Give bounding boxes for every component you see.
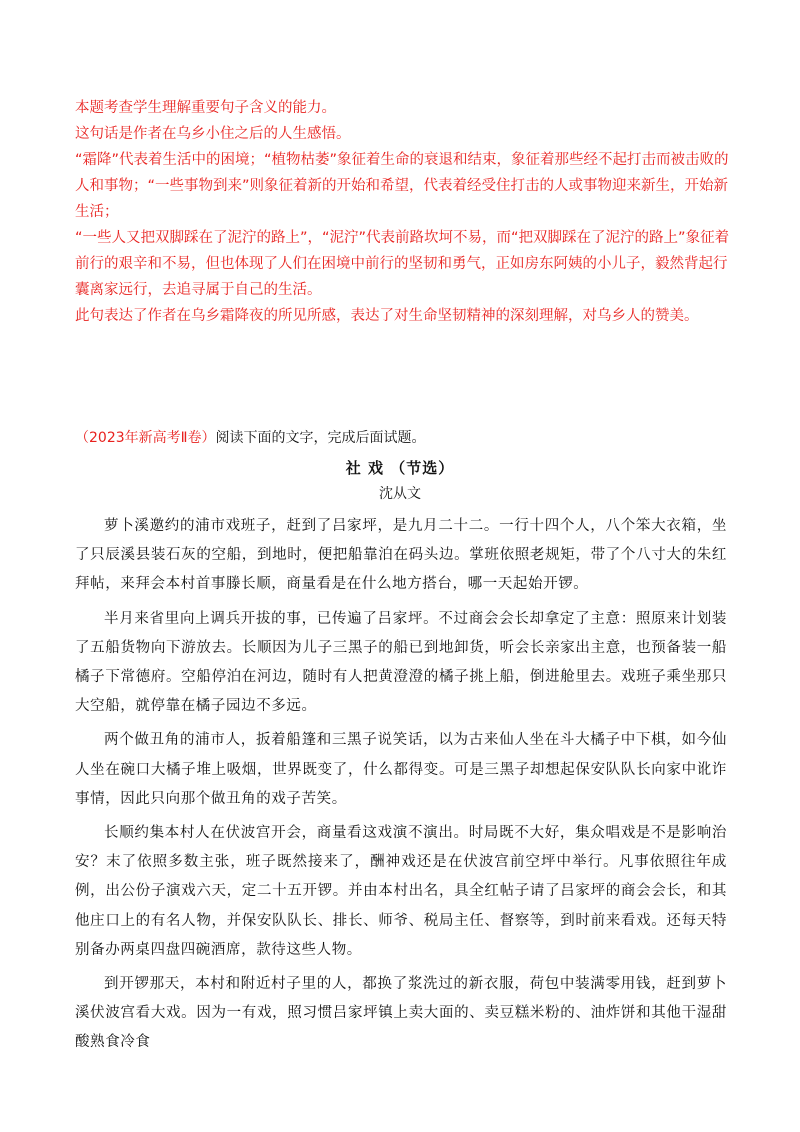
- answer-line: 这句话是作者在乌乡小住之后的人生感悟。: [75, 126, 351, 142]
- answer-line: “一些人又把双脚踩在了泥泞的路上”，“泥泞”代表前路坎坷不易，而“把双脚踩在了泥泞的路上”象征着前行的艰辛和不易，但也体现了人们在困境中前行的坚韧和勇气，正如房东阿姨的小儿子，毅然背起行囊离家远行，去追寻属于自己的生活。: [75, 230, 730, 298]
- article-body: [75, 512, 727, 1063]
- article-paragraph: 两个做丑角的浦市人，扳着船篷和三黑子说笑话，以为古来仙人坐在斗大橘子中下棋，如今仙人坐在碗口大橘子堆上吸烟，世界既变了，什么都得变。可是三黑子却想起保安队队长向家中讹诈事情，因此只向那个做丑角的戏子苦笑。: [75, 732, 727, 807]
- answer-line: 此句表达了作者在乌乡霜降夜的所见所感，表达了对生命坚韧精神的深刻理解，对乌乡人的赞美。: [75, 308, 699, 324]
- answer-explanation: [75, 95, 730, 329]
- answer-line: 本题考查学生理解重要句子含义的能力。: [75, 100, 336, 116]
- answer-line: “霜降”代表着生活中的困境；“植物枯萎”象征着生命的衰退和结束，象征着那些经不起打击而被击败的人和事物；“一些事物到来”则象征着新的开始和希望，代表着经受住打击的人或事物迎来新生，开始新生活；: [75, 152, 729, 220]
- article-paragraph: 到开锣那天，本村和附近村子里的人，都换了浆洗过的新衣服，荷包中装满零用钱，赶到萝卜溪伏波宫看大戏。因为一有戏，照习惯吕家坪镇上卖大面的、卖豆糕米粉的、油炸饼和其他干湿甜酸熟食冷食: [75, 976, 727, 1051]
- question-header: [75, 428, 735, 448]
- question-instruction: 阅读下面的文字，完成后面试题。: [215, 430, 426, 446]
- article-author: 沈从文: [379, 486, 421, 502]
- article-paragraph: 半月来省里向上调兵开拔的事，已传遍了吕家坪。不过商会会长却拿定了主意：照原来计划装了五船货物向下游放去。长顺因为儿子三黑子的船已到地卸货，听会长亲家出主意，也预备装一船橘子下常德府。空船停泊在河边，随时有人把黄澄澄的橘子挑上船，倒进舱里去。戏班子乘坐那只大空船，就停靠在橘子园边不多远。: [75, 610, 727, 715]
- question-source: （2023年新高考Ⅱ卷）: [75, 430, 216, 446]
- article-paragraph: 萝卜溪邀约的浦市戏班子，赶到了吕家坪，是九月二十二。一行十四个人，八个笨大衣箱，坐了只辰溪县装石灰的空船，到地时，便把船靠泊在码头边。掌班依照老规矩，带了个八寸大的朱红拜帖，来拜会本村首事滕长顺，商量看是在什么地方搭台，哪一天起始开锣。: [75, 518, 727, 593]
- article-title: 社 戏 （节选）: [345, 459, 455, 477]
- article-paragraph: 长顺约集本村人在伏波宫开会，商量看这戏演不演出。时局既不大好，集众唱戏是不是影响治安？末了依照多数主张，班子既然接来了，酬神戏还是在伏波宫前空坪中举行。凡事依照往年成例，出公份子演戏六天，定二十五开锣。并由本村出名，具全红帖子请了吕家坪的商会会长，和其他庄口上的有名人物，并保安队队长、排长、师爷、税局主任、督察等，到时前来看戏。还每天特别备办两桌四盘四碗酒席，款待这些人物。: [75, 825, 727, 958]
